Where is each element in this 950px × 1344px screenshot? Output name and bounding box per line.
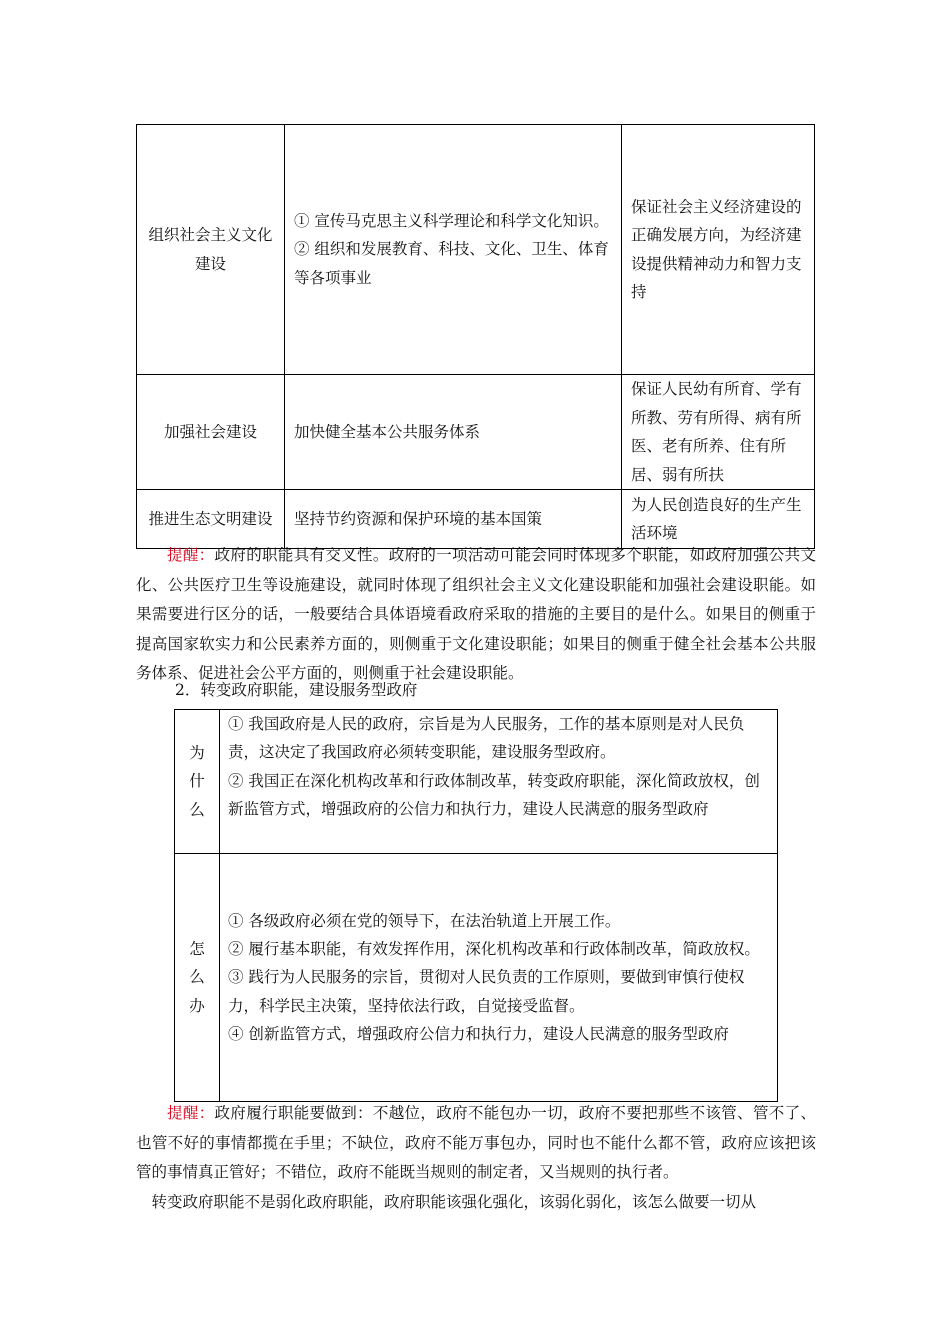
table-row [137,490,815,549]
table-row [137,375,815,490]
why-label-char: 么 [189,800,205,819]
how-item: ① 各级政府必须在党的领导下，在法治轨道上开展工作。 [228,911,621,930]
table-row [175,710,778,854]
why-label-char: 什 [189,772,205,791]
body-text: 转变政府职能不是弱化政府职能，政府职能该强化强化，该弱化弱化，该怎么做要一切从 [151,1193,757,1211]
content-item: 加快健全基本公共服务体系 [294,422,481,441]
service-government-table [174,709,778,1102]
tip-paragraph-2 [136,1099,816,1188]
government-functions-table [136,124,815,549]
content-item: 坚持节约资源和保护环境的基本国策 [294,509,543,528]
why-label-char: 为 [189,744,205,763]
why-content-cell [220,710,778,854]
how-item: ③ 践行为人民服务的宗旨，贯彻对人民负责的工作原则，要做到审慎行使权力，科学民主决策，坚持依法行政，自觉接受监督。 [228,968,745,1015]
table-row [137,125,815,375]
content-cell [285,125,622,375]
how-label-char: 么 [189,968,205,987]
function-cell: 推进生态文明建设 [137,490,285,549]
how-item: ④ 创新监管方式，增强政府公信力和执行力，建设人民满意的服务型政府 [228,1024,729,1043]
why-item: ① 我国政府是人民的政府，宗旨是为人民服务，工作的基本原则是对人民负责，这决定了我国政府必须转变职能，建设服务型政府。 [228,715,745,762]
significance-cell: 为人民创造良好的生产生活环境 [622,490,815,549]
significance-cell: 保证人民幼有所育、学有所教、劳有所得、病有所医、老有所养、住有所居、弱有所扶 [622,375,815,490]
content-cell [285,375,622,490]
why-label-cell [175,710,220,854]
how-label-char: 怎 [189,940,205,959]
content-item: ② 组织和发展教育、科技、文化、卫生、体育等各项事业 [294,240,609,287]
how-item: ② 履行基本职能，有效发挥作用，深化机构改革和行政体制改革，简政放权。 [228,940,760,959]
significance-cell: 保证社会主义经济建设的正确发展方向，为经济建设提供精神动力和智力支持 [622,125,815,375]
why-item: ② 我国正在深化机构改革和行政体制改革，转变政府职能，深化简政放权，创新监管方式，增强政府的公信力和执行力，建设人民满意的服务型政府 [228,771,760,818]
tip-label: 提醒： [167,546,215,564]
how-label-char: 办 [189,996,205,1015]
tip-text: 政府履行职能要做到：不越位，政府不能包办一切，政府不要把那些不该管、管不了、也管不好的事情都揽在手里；不缺位，政府不能万事包办，同时也不能什么都不管，政府应该把该管的事情真正管好；不错位，政府不能既当规则的制定者，又当规则的执行者。 [136,1104,816,1182]
tip-paragraph-1 [136,541,816,689]
content-item: ① 宣传马克思主义科学理论和科学文化知识。 [294,211,609,230]
function-cell: 加强社会建设 [137,375,285,490]
body-paragraph [136,1188,816,1218]
section-heading: 2．转变政府职能，建设服务型政府 [175,681,418,699]
tip-text: 政府的职能具有交叉性。政府的一项活动可能会同时体现多个职能，如政府加强公共文化、公共医疗卫生等设施建设，就同时体现了组织社会主义文化建设职能和加强社会建设职能。如果需要进行区分的话，一般要结合具体语境看政府采取的措施的主要目的是什么。如果目的侧重于提高国家软实力和公民素养方面的，则侧重于文化建设职能；如果目的侧重于健全社会基本公共服务体系、促进社会公平方面的，则侧重于社会建设职能。 [136,546,816,683]
function-cell: 组织社会主义文化建设 [137,125,285,375]
tip-label: 提醒： [167,1104,215,1122]
how-label-cell [175,854,220,1102]
table-row [175,854,778,1102]
content-cell [285,490,622,549]
how-content-cell [220,854,778,1102]
